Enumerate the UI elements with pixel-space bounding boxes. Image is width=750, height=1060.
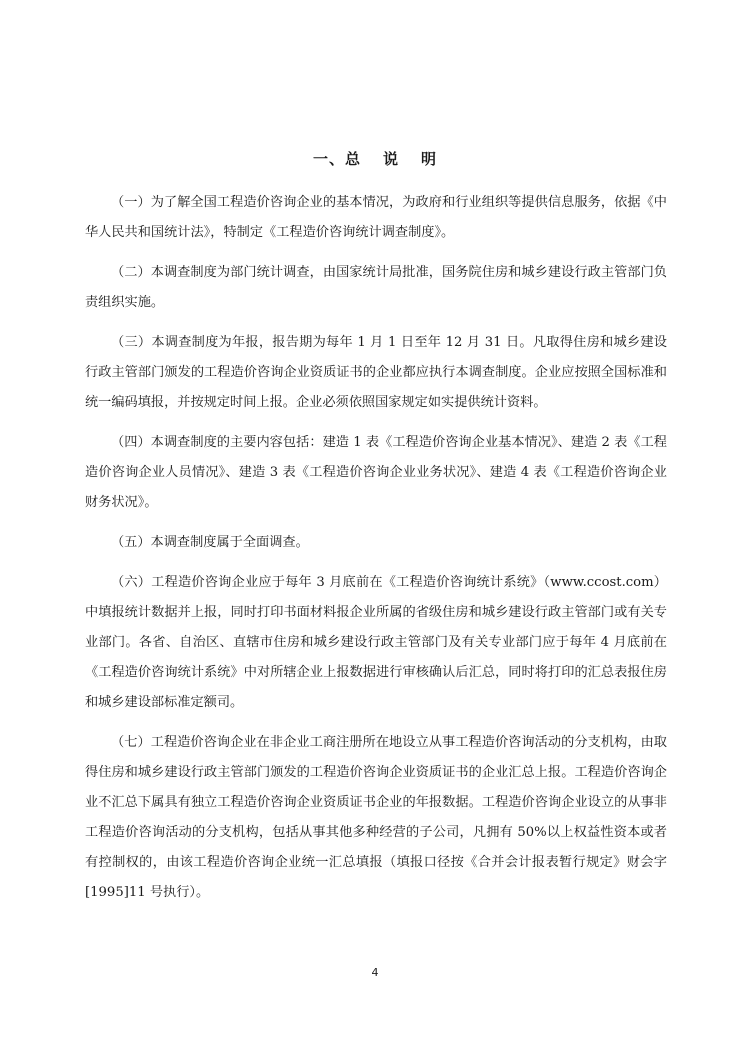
- heading-part-2: 说: [382, 150, 399, 168]
- paragraph-1: （一）为了解全国工程造价咨询企业的基本情况，为政府和行业组织等提供信息服务，依据《中华人民共和国统计法》，特制定《工程造价咨询统计调查制度》。: [85, 195, 667, 240]
- heading-part-3: 明: [421, 150, 438, 168]
- paragraph-6: （六）工程造价咨询企业应于每年 3 月底前在《工程造价咨询统计系统》（www.ccost.com）中填报统计数据并上报，同时打印书面材料报企业所属的省级住房和城乡建设行政主管部门或有关专业部门。各省、自治区、直辖市住房和城乡建设行政主管部门及有关专业部门应于每年 4 月底前在《工程造价咨询统计系统》中对所辖企业上报数据进行审核确认后汇总，同时将打印的汇总表报住房和城乡建设部标准定额司。: [85, 575, 667, 710]
- paragraph-2: （二）本调查制度为部门统计调查，由国家统计局批准，国务院住房和城乡建设行政主管部门负责组织实施。: [85, 265, 667, 310]
- paragraph-4: （四）本调查制度的主要内容包括：建造 1 表《工程造价咨询企业基本情况》、建造 2 表《工程造价咨询企业人员情况》、建造 3 表《工程造价咨询企业业务状况》、建造 4 表《工程造价咨询企业财务状况》。: [85, 435, 667, 510]
- section-heading: [0, 148, 750, 169]
- body-text: [85, 188, 667, 918]
- heading-part-1: 一、总: [312, 150, 361, 168]
- paragraph-3: （三）本调查制度为年报，报告期为每年 1 月 1 日至年 12 月 31 日。凡取得住房和城乡建设行政主管部门颁发的工程造价咨询企业资质证书的企业都应执行本调查制度。企业应按照全国标准和统一编码填报，并按规定时间上报。企业必须依照国家规定如实提供统计资料。: [85, 335, 667, 410]
- page-number: 4: [371, 966, 379, 979]
- paragraph-7: （七）工程造价咨询企业在非企业工商注册所在地设立从事工程造价咨询活动的分支机构，由取得住房和城乡建设行政主管部门颁发的工程造价咨询企业资质证书的企业汇总上报。工程造价咨询企业不汇总下属具有独立工程造价咨询企业资质证书企业的年报数据。工程造价咨询企业设立的从事非工程造价咨询活动的分支机构，包括从事其他多种经营的子公司，凡拥有 50%以上权益性资本或者有控制权的，由该工程造价咨询企业统一汇总填报（填报口径按《合并会计报表暂行规定》财会字[1995]11 号执行）。: [85, 735, 667, 900]
- paragraph-5: （五）本调查制度属于全面调查。: [111, 535, 309, 550]
